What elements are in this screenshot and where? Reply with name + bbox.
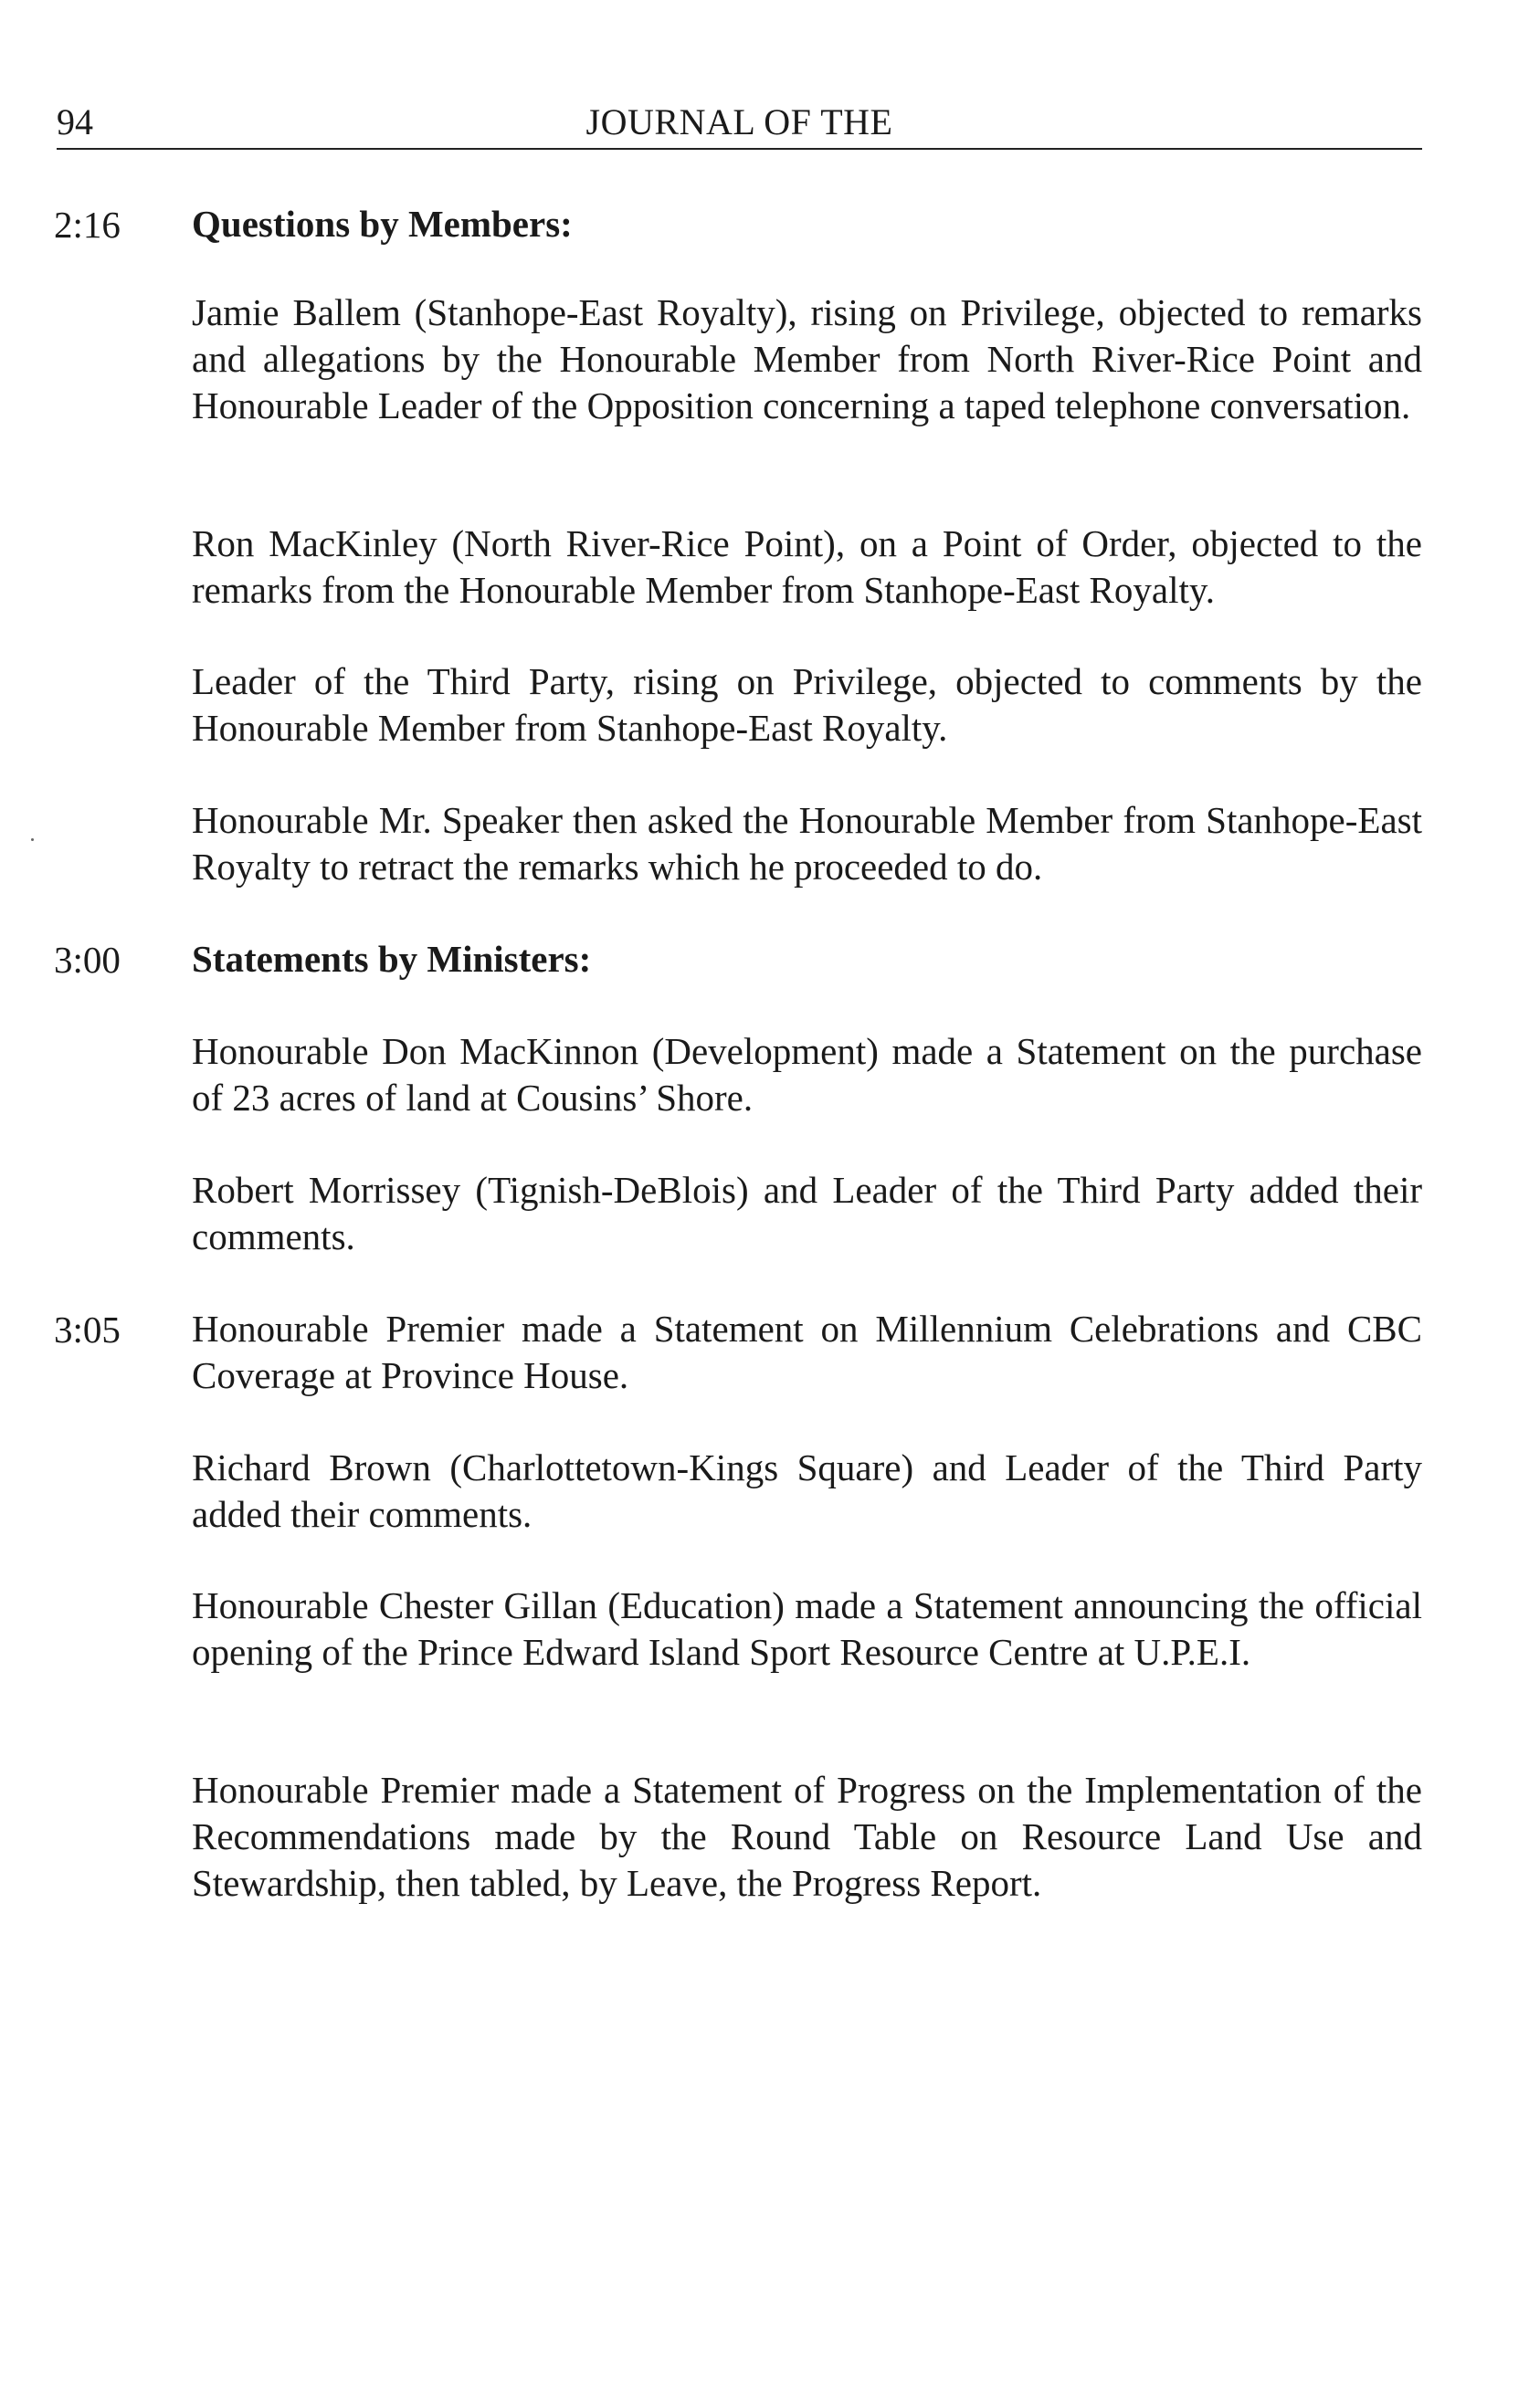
entry-time: 2:16 [54,204,121,246]
paragraph-text: Honourable Mr. Speaker then asked the Honourable Member from Stanhope-East Royalty to retract the remarks which he proceeded to do. [192,799,1422,888]
paragraph [192,658,1422,752]
paragraph [192,1583,1422,1676]
page-number: 94 [57,101,93,142]
paragraph [192,1767,1422,1907]
scan-speck [31,838,34,841]
entry-heading: Statements by Ministers: [192,938,592,980]
paragraph [192,1028,1422,1121]
paragraph-text: Jamie Ballem (Stanhope-East Royalty), rising on Privilege, objected to remarks and allegations by the Honourable Member from North River-Rice Point and Honourable Leader of the Opposition concerning a taped telephone conversation. [192,291,1422,426]
paragraph [192,289,1422,429]
entry-heading: Questions by Members: [192,203,573,245]
paragraph [192,1306,1422,1399]
paragraph [192,1445,1422,1538]
entry-time: 3:00 [54,939,121,981]
page-header [57,97,1422,148]
paragraph-text: Robert Morrissey (Tignish-DeBlois) and Leader of the Third Party added their comments. [192,1169,1422,1257]
paragraph-text: Honourable Chester Gillan (Education) made a Statement announcing the official opening of the Prince Edward Island Sport Resource Centre at U.P.E.I. [192,1584,1422,1673]
running-head: JOURNAL OF THE [585,101,893,142]
paragraph-text: Richard Brown (Charlottetown-Kings Square) and Leader of the Third Party added their comments. [192,1446,1422,1535]
header-rule [57,148,1422,150]
paragraph [192,797,1422,890]
paragraph-text: Honourable Don MacKinnon (Development) made a Statement on the purchase of 23 acres of land at Cousins’ Shore. [192,1030,1422,1119]
paragraph-text: Ron MacKinley (North River-Rice Point), on a Point of Order, objected to the remarks from the Honourable Member from Stanhope-East Royalty. [192,522,1422,611]
paragraph [192,521,1422,614]
paragraph [192,1167,1422,1260]
entry-time: 3:05 [54,1309,121,1351]
paragraph-text: Honourable Premier made a Statement on Millennium Celebrations and CBC Coverage at Province House. [192,1308,1422,1396]
paragraph-text: Honourable Premier made a Statement of Progress on the Implementation of the Recommendations made by the Round Table on Resource Land Use and Stewardship, then tabled, by Leave, the Progress Report. [192,1769,1422,1904]
paragraph-text: Leader of the Third Party, rising on Privilege, objected to comments by the Honourable Member from Stanhope-East Royalty. [192,660,1422,749]
